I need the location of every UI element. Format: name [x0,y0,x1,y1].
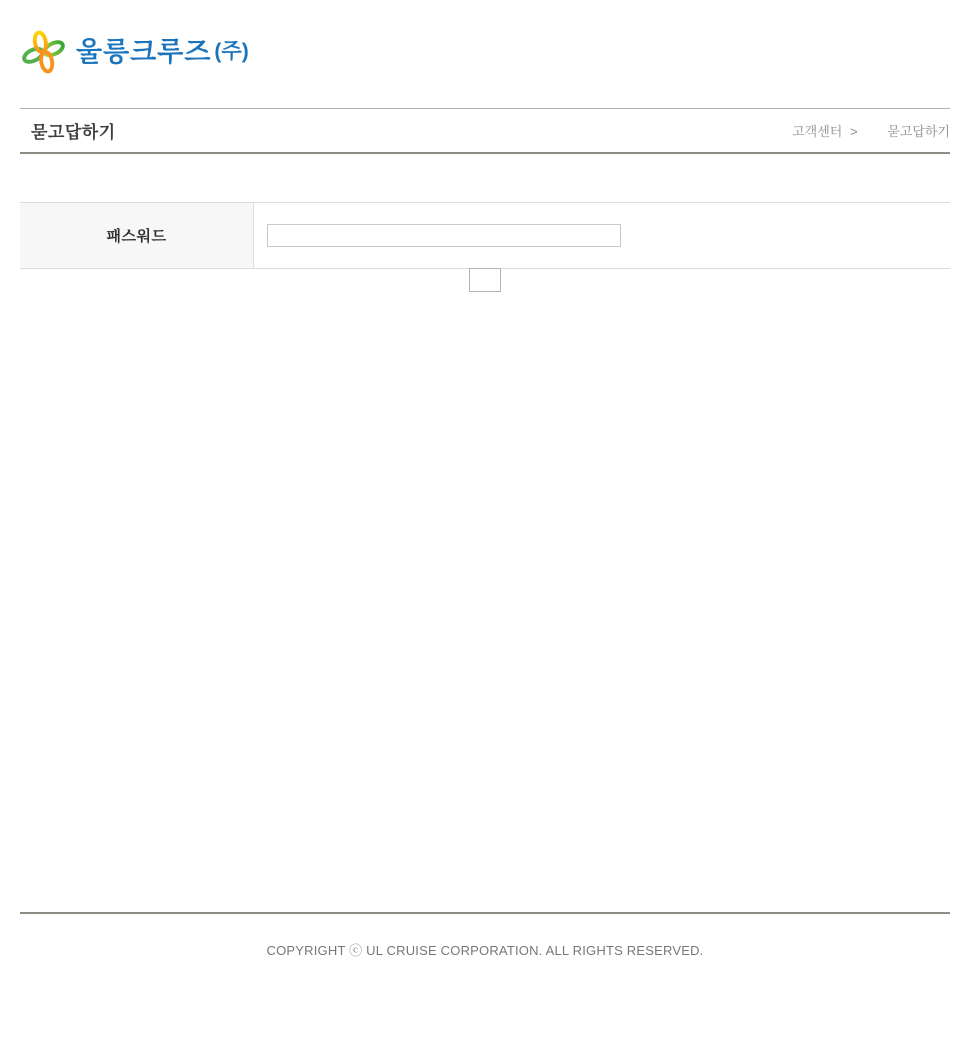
breadcrumb-separator: > [849,124,858,139]
site-footer [20,912,950,959]
breadcrumb-item-customer-center[interactable]: 고객센터 [792,124,843,139]
breadcrumb-item-current: 묻고답하기 [887,124,950,139]
breadcrumb [792,121,950,140]
confirm-button[interactable] [469,268,501,292]
page-title: 묻고답하기 [31,123,116,142]
logo[interactable] [20,28,250,76]
logo-company-name: 울릉크루즈 [76,37,212,67]
site-header [20,0,950,109]
title-bar [20,109,950,154]
password-input[interactable] [267,224,621,247]
flower-pinwheel-icon [20,28,67,76]
password-form-table [20,202,950,269]
copyright-text: COPYRIGHT ⓒ UL CRUISE CORPORATION. ALL RIGHTS RESERVED. [266,943,704,958]
password-label: 패스워드 [20,203,254,268]
main-content [20,202,950,292]
password-input-cell [254,203,950,268]
page-container [20,0,950,959]
logo-company-suffix: (주) [214,40,249,63]
